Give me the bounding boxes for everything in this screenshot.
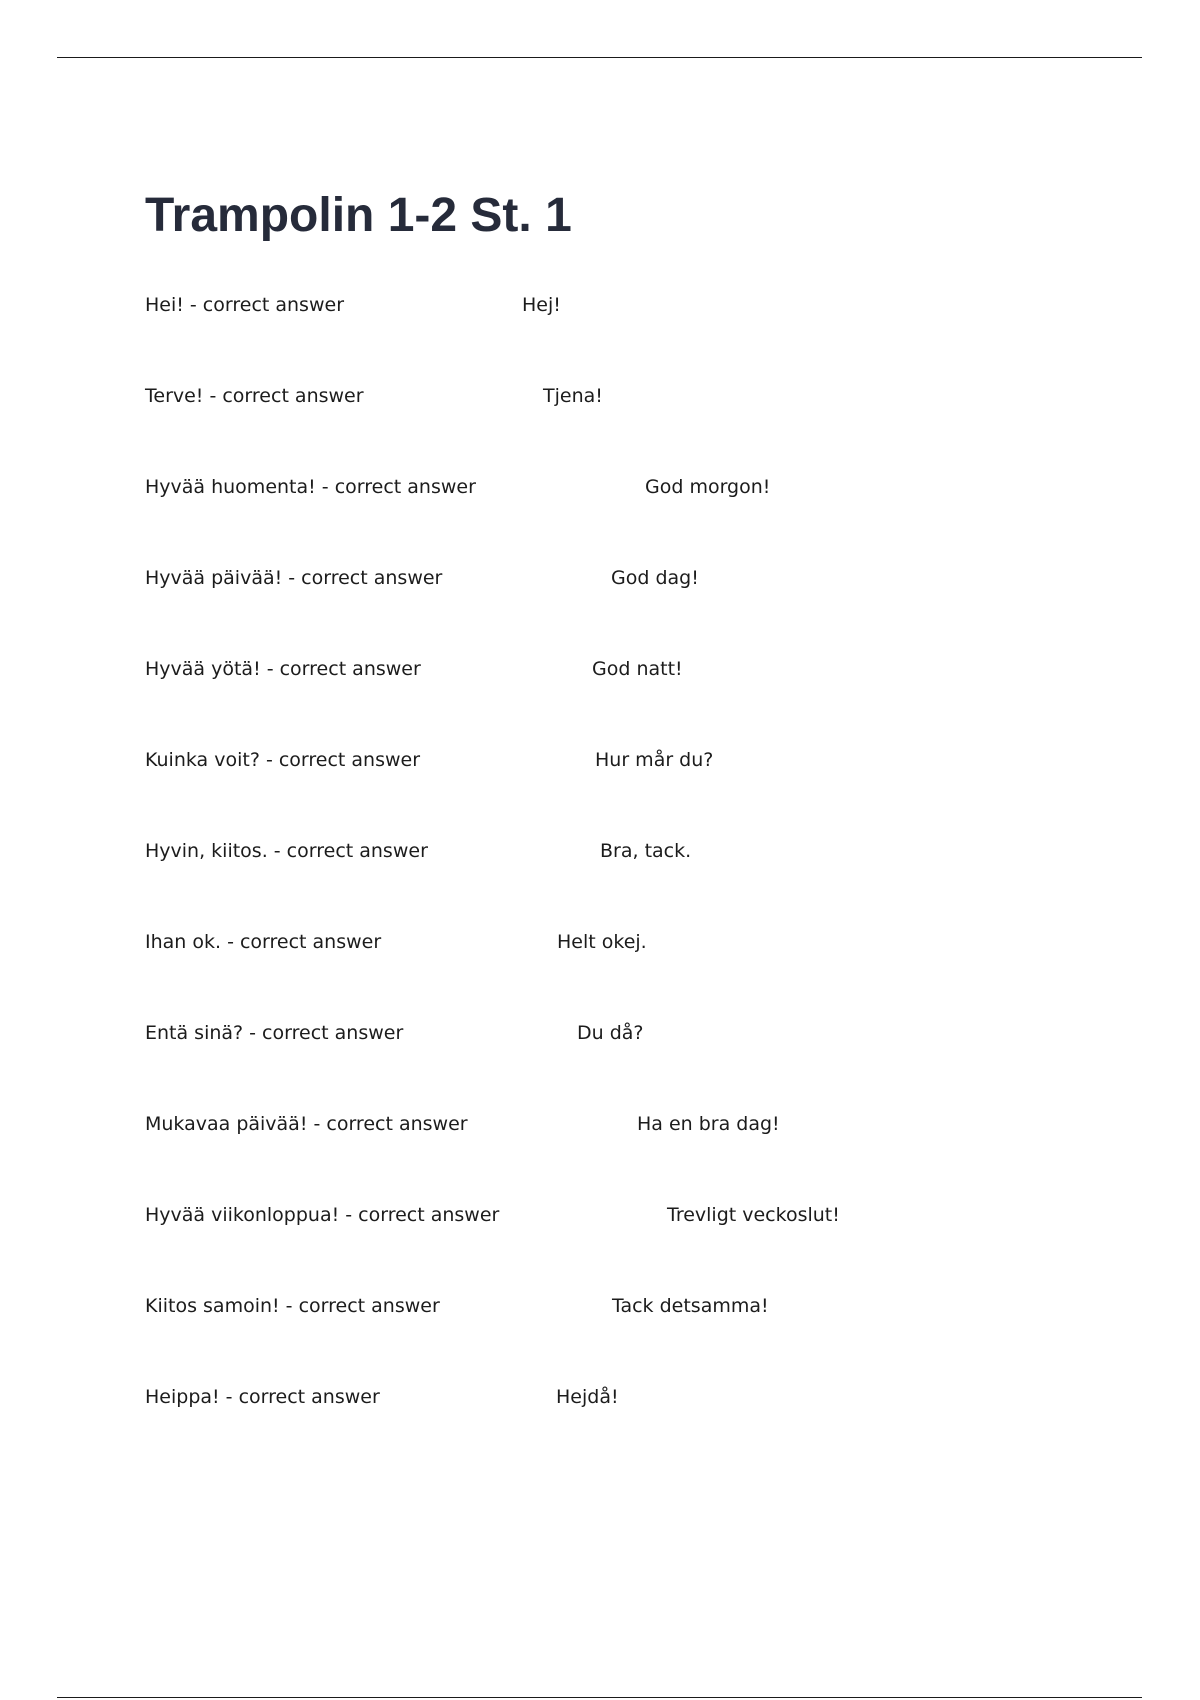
card-term: Hyvää viikonloppua! - correct answer xyxy=(145,1204,500,1226)
flashcard-row xyxy=(145,1385,1145,1476)
card-definition: Du då? xyxy=(577,1022,644,1044)
flashcard-row xyxy=(145,748,1145,839)
flashcard-list xyxy=(145,293,1145,1476)
page-title: Trampolin 1-2 St. 1 xyxy=(145,189,572,242)
card-definition: God dag! xyxy=(611,567,699,589)
card-term: Hyvää yötä! - correct answer xyxy=(145,658,421,680)
header-rule xyxy=(57,57,1142,58)
card-definition: Tack detsamma! xyxy=(612,1295,769,1317)
card-definition: Bra, tack. xyxy=(600,840,692,862)
card-term: Kiitos samoin! - correct answer xyxy=(145,1295,440,1317)
card-definition: Hejdå! xyxy=(556,1386,619,1408)
card-definition: Trevligt veckoslut! xyxy=(667,1204,840,1226)
card-term: Terve! - correct answer xyxy=(145,385,364,407)
flashcard-row xyxy=(145,566,1145,657)
card-term: Kuinka voit? - correct answer xyxy=(145,749,421,771)
footer-rule xyxy=(57,1697,1142,1698)
flashcard-row xyxy=(145,930,1145,1021)
card-definition: Hur mår du? xyxy=(595,749,714,771)
card-definition: God morgon! xyxy=(645,476,771,498)
flashcard-row xyxy=(145,293,1145,384)
card-term: Hyvää päivää! - correct answer xyxy=(145,567,443,589)
card-term: Entä sinä? - correct answer xyxy=(145,1022,404,1044)
card-term: Mukavaa päivää! - correct answer xyxy=(145,1113,468,1135)
flashcard-row xyxy=(145,657,1145,748)
card-definition: Tjena! xyxy=(543,385,603,407)
flashcard-row xyxy=(145,839,1145,930)
card-term: Heippa! - correct answer xyxy=(145,1386,380,1408)
card-term: Ihan ok. - correct answer xyxy=(145,931,382,953)
flashcard-row xyxy=(145,1021,1145,1112)
card-term: Hyvää huomenta! - correct answer xyxy=(145,476,476,498)
flashcard-row xyxy=(145,1294,1145,1385)
flashcard-row xyxy=(145,384,1145,475)
card-definition: Helt okej. xyxy=(557,931,647,953)
flashcard-row xyxy=(145,1112,1145,1203)
card-definition: Ha en bra dag! xyxy=(637,1113,780,1135)
card-term: Hei! - correct answer xyxy=(145,294,344,316)
flashcard-row xyxy=(145,475,1145,566)
flashcard-row xyxy=(145,1203,1145,1294)
card-definition: God natt! xyxy=(592,658,683,680)
card-definition: Hej! xyxy=(522,294,561,316)
card-term: Hyvin, kiitos. - correct answer xyxy=(145,840,428,862)
